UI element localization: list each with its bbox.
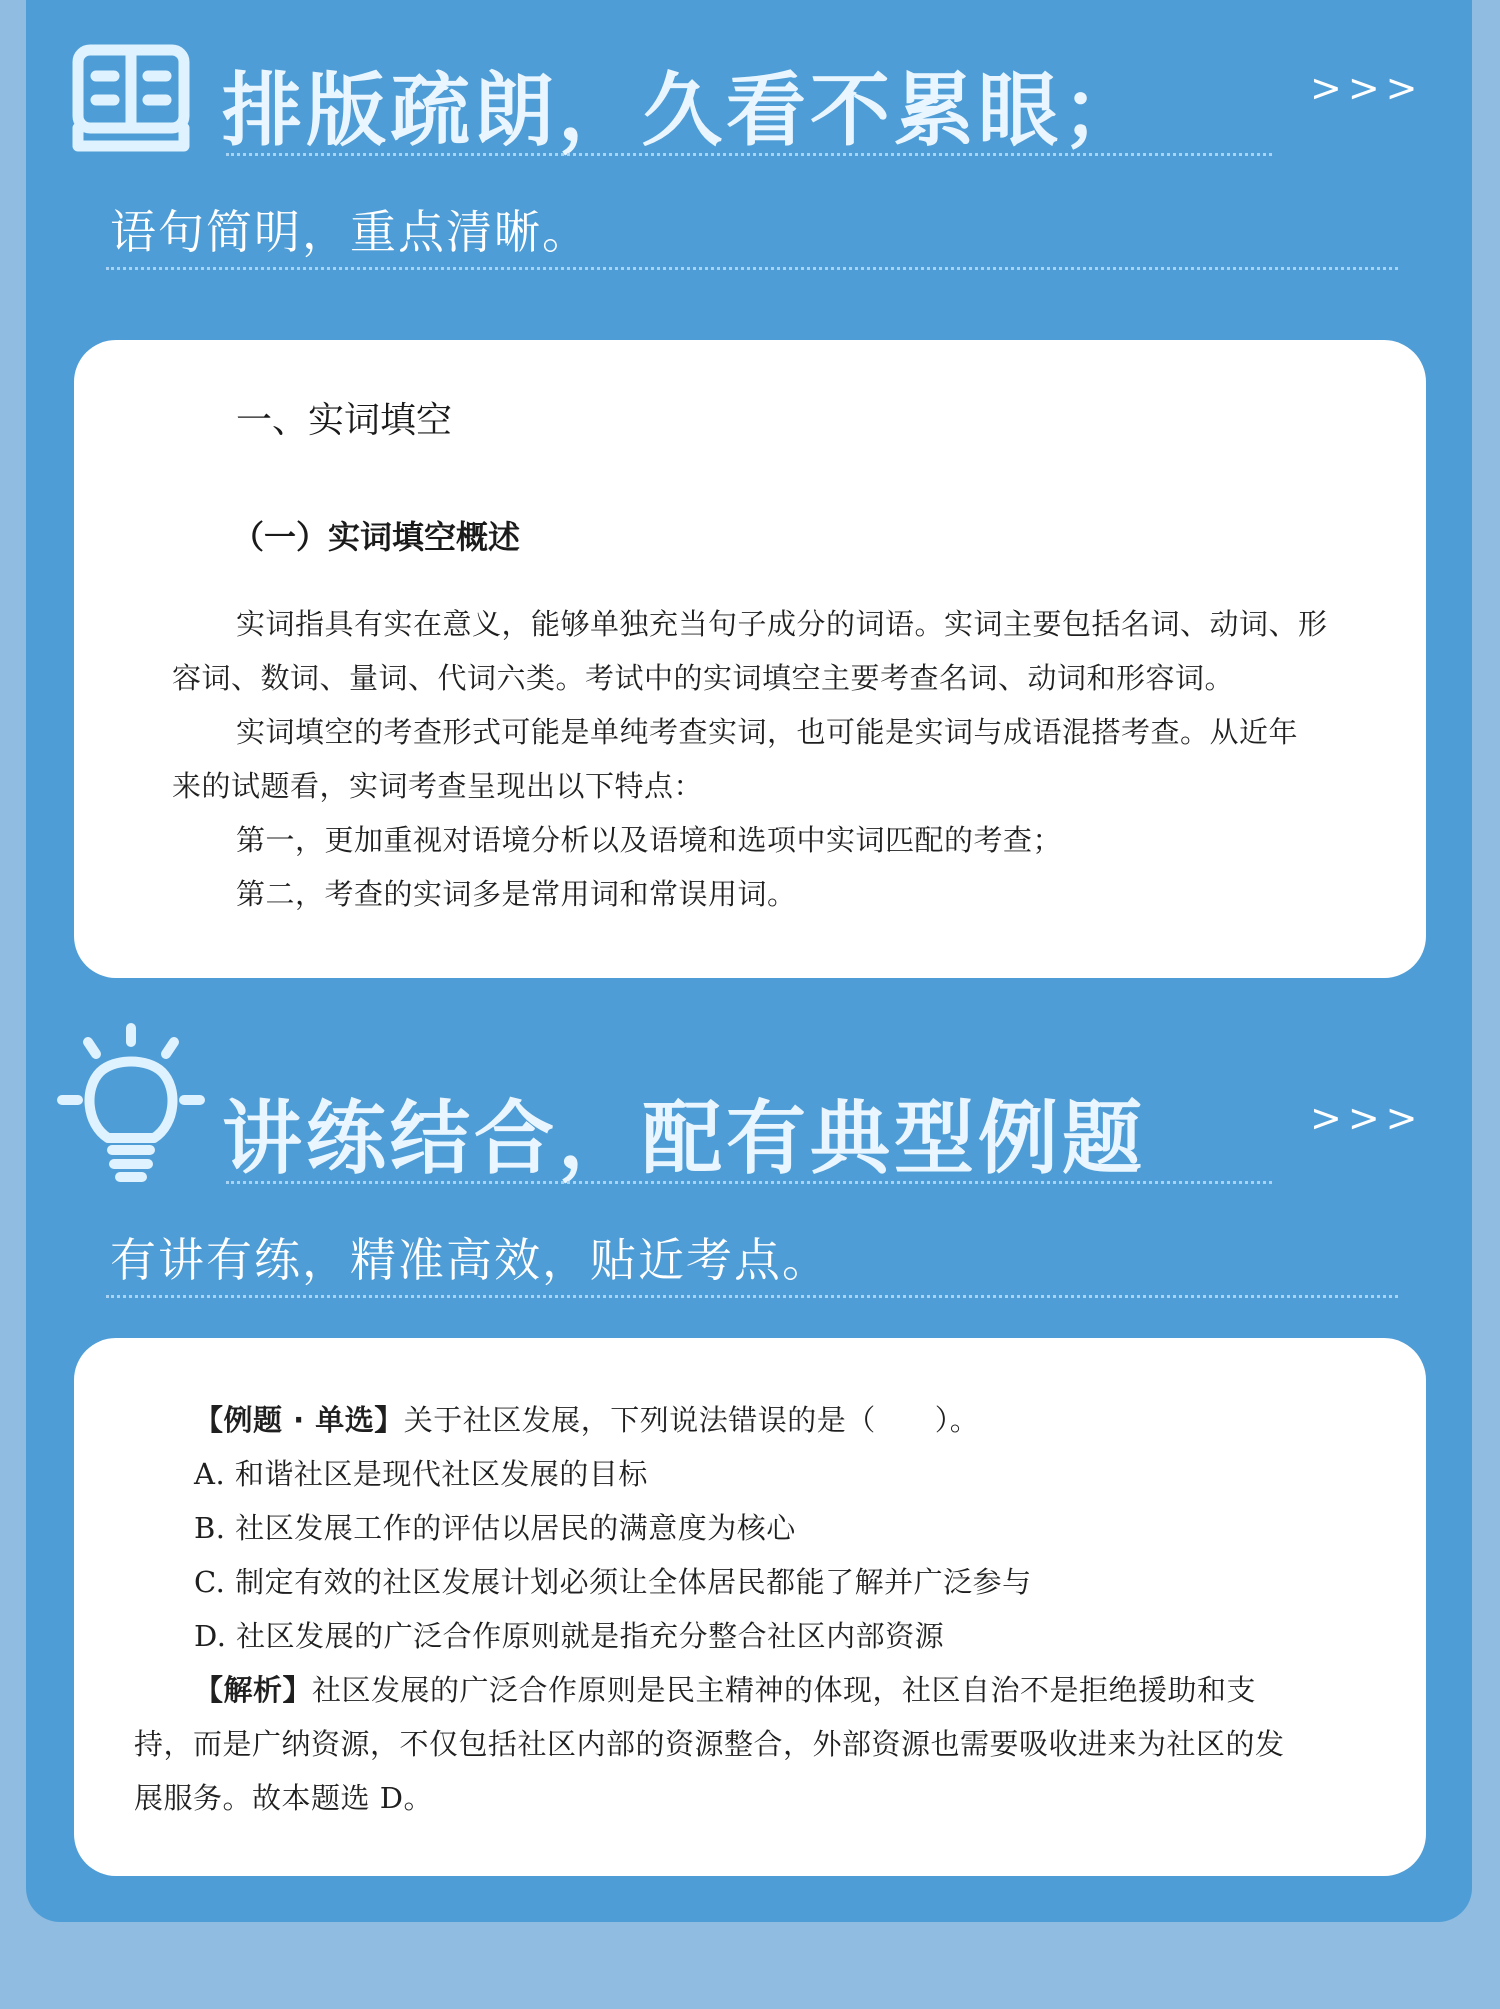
card1-line: 实词指具有实在意义，能够单独充当句子成分的词语。实词主要包括名词、动词、形	[236, 607, 1328, 641]
main-panel	[26, 0, 1472, 1922]
analysis-line: 持，而是广纳资源，不仅包括社区内部的资源整合，外部资源也需要吸收进来为社区的发	[134, 1727, 1285, 1761]
question-line	[194, 1398, 979, 1439]
card1-line: 第二，考查的实词多是常用词和常误用词。	[236, 877, 797, 911]
question-text: 关于社区发展，下列说法错误的是（ ）。	[403, 1403, 980, 1437]
content-card-2	[74, 1338, 1426, 1876]
section2-title: 讲练结合，配有典型例题	[222, 1092, 1146, 1185]
option-b: B. 社区发展工作的评估以居民的满意度为核心	[194, 1511, 796, 1545]
lightbulb-icon	[56, 1022, 206, 1184]
analysis-line	[194, 1668, 1256, 1709]
section2-arrows: >>>	[1310, 1096, 1424, 1140]
section2-subtitle: 有讲有练，精准高效，贴近考点。	[110, 1233, 830, 1287]
question-tag: 【例题 · 单选】	[194, 1403, 404, 1437]
analysis-line: 展服务。故本题选 D。	[134, 1781, 433, 1815]
section1-subtitle-divider	[106, 267, 1398, 270]
content-card-1	[74, 340, 1426, 978]
analysis-text: 社区发展的广泛合作原则是民主精神的体现，社区自治不是拒绝援助和支	[312, 1673, 1257, 1707]
card1-line: 第一，更加重视对语境分析以及语境和选项中实词匹配的考查；	[236, 823, 1063, 857]
analysis-tag: 【解析】	[194, 1673, 313, 1707]
section1-subtitle: 语句简明，重点清晰。	[110, 205, 590, 259]
card1-line: 来的试题看，实词考查呈现出以下特点：	[172, 769, 704, 803]
section1-title-divider	[226, 153, 1272, 156]
card1-subheading: （一）实词填空概述	[232, 518, 521, 556]
option-c: C. 制定有效的社区发展计划必须让全体居民都能了解并广泛参与	[194, 1565, 1032, 1599]
card1-heading: 一、实词填空	[236, 400, 453, 441]
section1-arrows: >>>	[1310, 66, 1424, 110]
section1-title: 排版疏朗，久看不累眼；	[222, 64, 1146, 157]
card1-line: 容词、数词、量词、代词六类。考试中的实词填空主要考查名词、动词和形容词。	[172, 661, 1235, 695]
section2-title-divider	[226, 1181, 1272, 1184]
section2-subtitle-divider	[106, 1295, 1398, 1298]
option-d: D. 社区发展的广泛合作原则就是指充分整合社区内部资源	[194, 1619, 945, 1653]
option-a: A. 和谐社区是现代社区发展的目标	[194, 1457, 648, 1491]
card1-line: 实词填空的考查形式可能是单纯考查实词，也可能是实词与成语混搭考查。从近年	[236, 715, 1299, 749]
open-book-icon	[70, 42, 192, 154]
